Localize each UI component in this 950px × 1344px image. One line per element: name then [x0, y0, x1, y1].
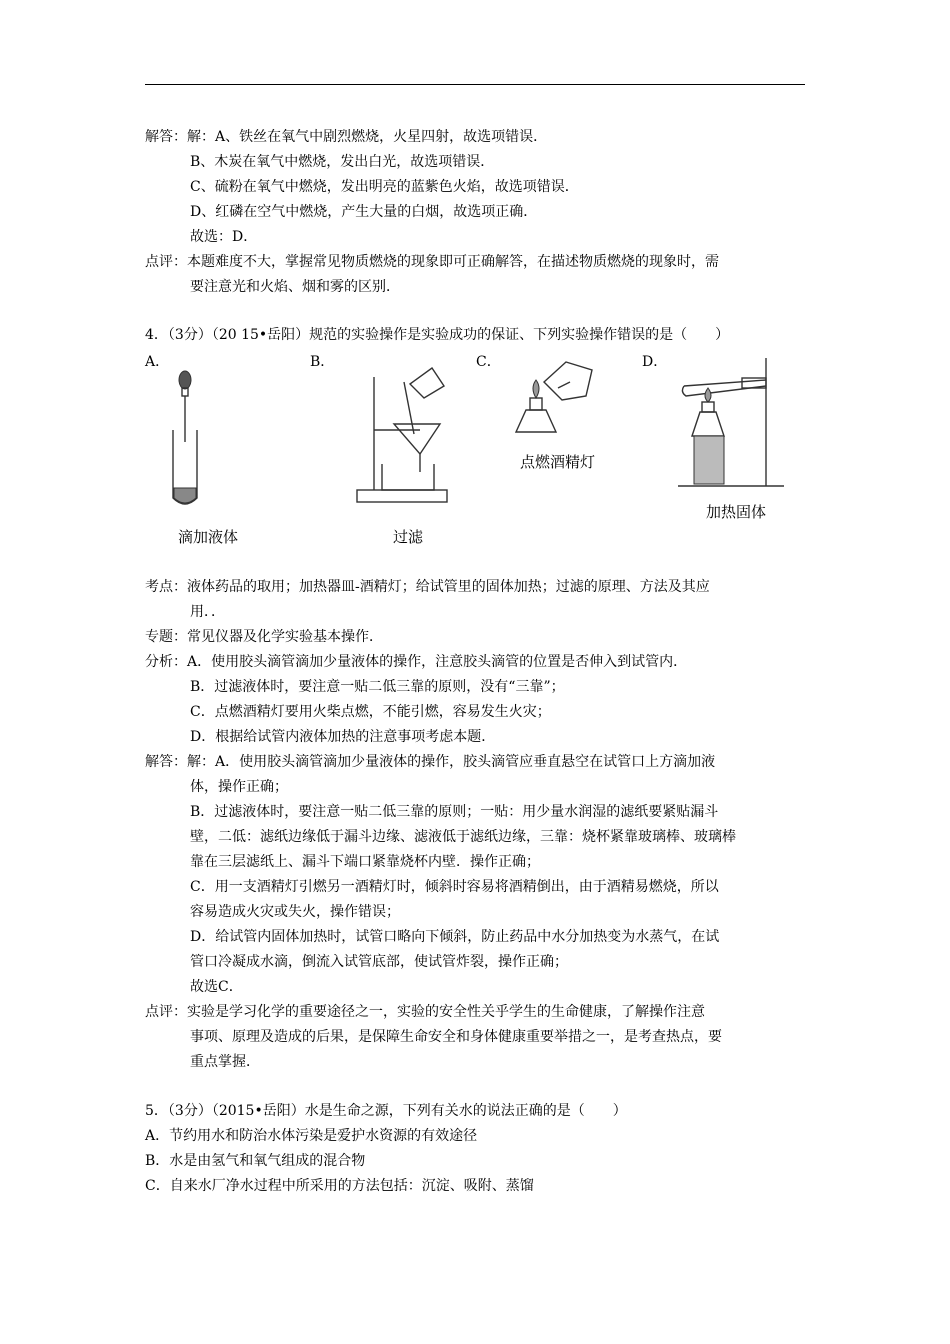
q4-jieda-line: 容易造成火灾或失火，操作错误； — [190, 904, 400, 920]
wood-block — [694, 436, 724, 484]
q4-option-a-label: A． — [145, 354, 170, 370]
lamp-body — [692, 412, 724, 436]
caption-c: 点燃酒精灯 — [520, 453, 596, 471]
q4-jieda-line: D．给试管内固体加热时，试管口略向下倾斜，防止药品中水分加热变为水蒸气，在试 — [190, 929, 720, 945]
q4-fenxi-line: C．点燃酒精灯要用火柴点燃，不能引燃，容易发生火灾； — [190, 704, 551, 720]
q4-dianping-line: 重点掌握． — [190, 1054, 260, 1070]
q4-fenxi-line: B．过滤液体时，要注意一贴二低三靠的原则，没有“三靠”； — [190, 679, 565, 695]
caption-a: 滴加液体 — [178, 528, 239, 546]
q3-comment-line: 点评：本题难度不大，掌握常见物质燃烧的现象即可正确解答，在描述物质燃烧的现象时，需 — [145, 254, 719, 270]
q4-jieda-line: C．用一支酒精灯引燃另一酒精灯时，倾斜时容易将酒精倒出，由于酒精易燃烧，所以 — [190, 879, 719, 895]
q4-stem: 4．（3分）（20 15•岳阳）规范的实验操作是实验成功的保证、下列实验操作错误的是（ ） — [145, 327, 730, 343]
q3-answer-line: C、硫粉在氧气中燃烧，发出明亮的蓝紫色火焰，故选项错误． — [190, 179, 579, 195]
q4-jieda-line: B．过滤液体时，要注意一贴二低三靠的原则；一贴：用少量水润湿的滤纸要紧贴漏斗 — [190, 804, 719, 820]
alcohol-lamp-neck — [530, 398, 542, 410]
funnel — [394, 424, 440, 454]
q4-jieda-line: 靠在三层滤纸上、漏斗下端口紧靠烧杯内壁．操作正确； — [190, 854, 540, 870]
q3-answer-line: 故选：D． — [190, 229, 258, 245]
iron-stand-base — [357, 490, 447, 502]
tilted-alcohol-lamp — [544, 362, 592, 400]
caption-b: 过滤 — [393, 528, 424, 546]
q4-option-b-label: B． — [310, 354, 335, 370]
q4-dianping-line: 点评：实验是学习化学的重要途径之一，实验的安全性关乎学生的生命健康，了解操作注意 — [145, 1004, 705, 1020]
q4-option-d-label: D． — [642, 354, 668, 370]
test-tube-edge — [684, 380, 766, 386]
q5-option-b: B．水是由氢气和氧气组成的混合物 — [145, 1153, 366, 1169]
q4-jieda-line: 体，操作正确； — [190, 779, 288, 795]
caption-d: 加热固体 — [706, 503, 767, 521]
q4-kaodian-line: 用．． — [190, 604, 225, 620]
beaker — [382, 464, 434, 490]
header-rule — [145, 84, 805, 85]
glass-rod — [404, 382, 414, 434]
q4-jieda-line: 解答：解：A．使用胶头滴管滴加少量液体的操作，胶头滴管应垂直悬空在试管口上方滴加液 — [145, 754, 716, 770]
flame — [533, 380, 539, 398]
alcohol-lamp-body — [516, 410, 556, 432]
q3-answer-line: 解答：解：A、铁丝在氧气中剧烈燃烧，火星四射，故选项错误． — [145, 129, 548, 145]
lamp-neck — [702, 402, 714, 412]
q4-fenxi-line: D．根据给试管内液体加热的注意事项考虑本题． — [190, 729, 496, 745]
pouring-beaker — [410, 368, 444, 398]
q4-fenxi-line: 分析：A．使用胶头滴管滴加少量液体的操作，注意胶头滴管的位置是否伸入到试管内． — [145, 654, 688, 670]
q4-jieda-line: 管口冷凝成水滴，倒流入试管底部，使试管炸裂，操作正确； — [190, 954, 568, 970]
tilted-lamp-wick — [558, 382, 570, 388]
q4-option-c-label: C． — [476, 354, 501, 370]
dropper-bulb — [179, 371, 191, 389]
q3-answer-line: B、木炭在氧气中燃烧，发出白光，故选项错误． — [190, 154, 495, 170]
q5-stem: 5．（3分）（2015•岳阳）水是生命之源，下列有关水的说法正确的是（ ） — [145, 1103, 627, 1119]
q3-comment-line: 要注意光和火焰、烟和雾的区别． — [190, 279, 400, 295]
q4-zhuanti: 专题：常见仪器及化学实验基本操作． — [145, 629, 383, 645]
heating-solid-figure — [672, 356, 792, 496]
q3-answer-line: D、红磷在空气中燃烧，产生大量的白烟，故选项正确． — [190, 204, 538, 220]
q4-dianping-line: 事项、原理及造成的后果，是保障生命安全和身体健康重要举措之一，是考查热点，要 — [190, 1029, 722, 1045]
dropper-test-tube-figure — [160, 370, 220, 520]
q4-jieda-line: 壁，二低：滤纸边缘低于漏斗边缘、滤液低于滤纸边缘，三靠：烧杯紧靠玻璃棒、玻璃棒 — [190, 829, 736, 845]
test-tube-liquid — [174, 488, 196, 503]
heating-flame — [705, 388, 711, 402]
q4-jieda-line: 故选C． — [190, 979, 243, 995]
filtration-figure — [352, 362, 462, 507]
q4-kaodian-line: 考点：液体药品的取用；加热器皿-酒精灯；给试管里的固体加热；过滤的原理、方法及其应 — [145, 579, 710, 595]
alcohol-lamp-figure — [506, 352, 606, 452]
q5-option-c: C．自来水厂净水过程中所采用的方法包括：沉淀、吸附、蒸馏 — [145, 1178, 534, 1194]
q5-option-a: A．节约用水和防治水体污染是爱护水资源的有效途径 — [145, 1128, 478, 1144]
